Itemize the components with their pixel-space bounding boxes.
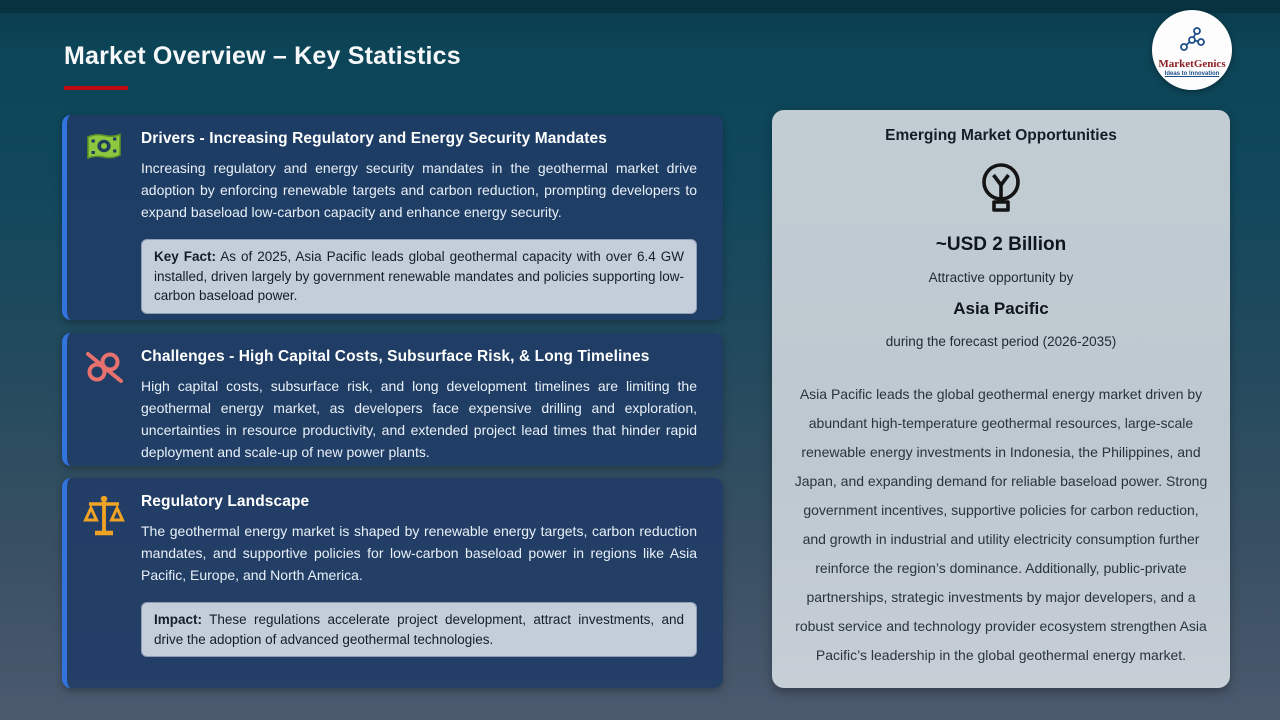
page-title: Market Overview – Key Statistics — [64, 42, 461, 70]
panel-title: Emerging Market Opportunities — [885, 127, 1117, 144]
card-title: Challenges - High Capital Costs, Subsurface Risk, & Long Timelines — [141, 348, 650, 365]
card-body: The geothermal energy market is shaped by renewable energy targets, carbon reduction mandates, and supportive policies for low-carbon baseload power in regions like Asia Pacific, Europe, and North America. — [141, 523, 697, 583]
top-band — [0, 0, 1280, 13]
logo-name: MarketGenics — [1158, 58, 1226, 70]
logo-badge — [1152, 10, 1232, 90]
opportunity-description: Asia Pacific leads the global geothermal energy market driven by abundant high-temperature geothermal resources, large-scale renewable energy investments in Indonesia, the Philippines, and Japan, and expanding demand for reliable baseload power. Strong government incentives, supportive policies for carbon reduction, and growth in industrial and utility electricity consumption further reinforce the region’s dominance. Additionally, public-private partnerships, strategic investments by major developers, and a robust service and technology provider ecosystem strengthen Asia Pacific’s leadership in the global geothermal energy market. — [794, 386, 1208, 663]
scales-icon — [83, 494, 125, 688]
knot-icon — [83, 349, 125, 466]
logo-tagline: Ideas to Innovation — [1164, 71, 1220, 77]
opportunity-region: Asia Pacific — [953, 299, 1049, 318]
opportunity-subtitle: Attractive opportunity by — [928, 270, 1074, 285]
lightbulb-icon — [972, 158, 1030, 224]
opportunity-panel — [772, 110, 1230, 688]
impact-box — [141, 602, 697, 657]
opportunity-value: ~USD 2 Billion — [935, 234, 1067, 255]
key-fact-box — [141, 239, 697, 314]
card-title: Drivers - Increasing Regulatory and Energy Security Mandates — [141, 130, 607, 147]
opportunity-period: during the forecast period (2026-2035) — [885, 334, 1117, 349]
callout-label: Key Fact: — [154, 249, 217, 264]
callout-label: Impact: — [154, 612, 203, 627]
callout-text: As of 2025, Asia Pacific leads global geothermal capacity with over 6.4 GW installed, driven largely by government renewable mandates and policies supporting low-carbon baseload power. — [154, 249, 684, 303]
callout-text: These regulations accelerate project development, attract investments, and drive the adoption of advanced geothermal technologies. — [154, 612, 684, 647]
challenges-card — [62, 333, 723, 466]
regulatory-card — [62, 478, 723, 688]
molecule-icon — [1176, 27, 1208, 58]
card-body: High capital costs, subsurface risk, and long development timelines are limiting the geothermal energy market, as developers face expensive drilling and exploration, uncertainties in resource productivity, and extended project lead times that hinder rapid deployment and scale-up of new power plants. — [141, 378, 697, 460]
card-body: Increasing regulatory and energy security mandates in the geothermal market drive adoption by enforcing renewable targets and carbon reduction, prompting developers to expand baseload low-carbon capacity and enhance energy security. — [141, 160, 697, 220]
drivers-card — [62, 115, 723, 320]
card-title: Regulatory Landscape — [141, 493, 310, 510]
title-underline — [64, 86, 128, 90]
money-banknote-icon — [85, 131, 123, 320]
